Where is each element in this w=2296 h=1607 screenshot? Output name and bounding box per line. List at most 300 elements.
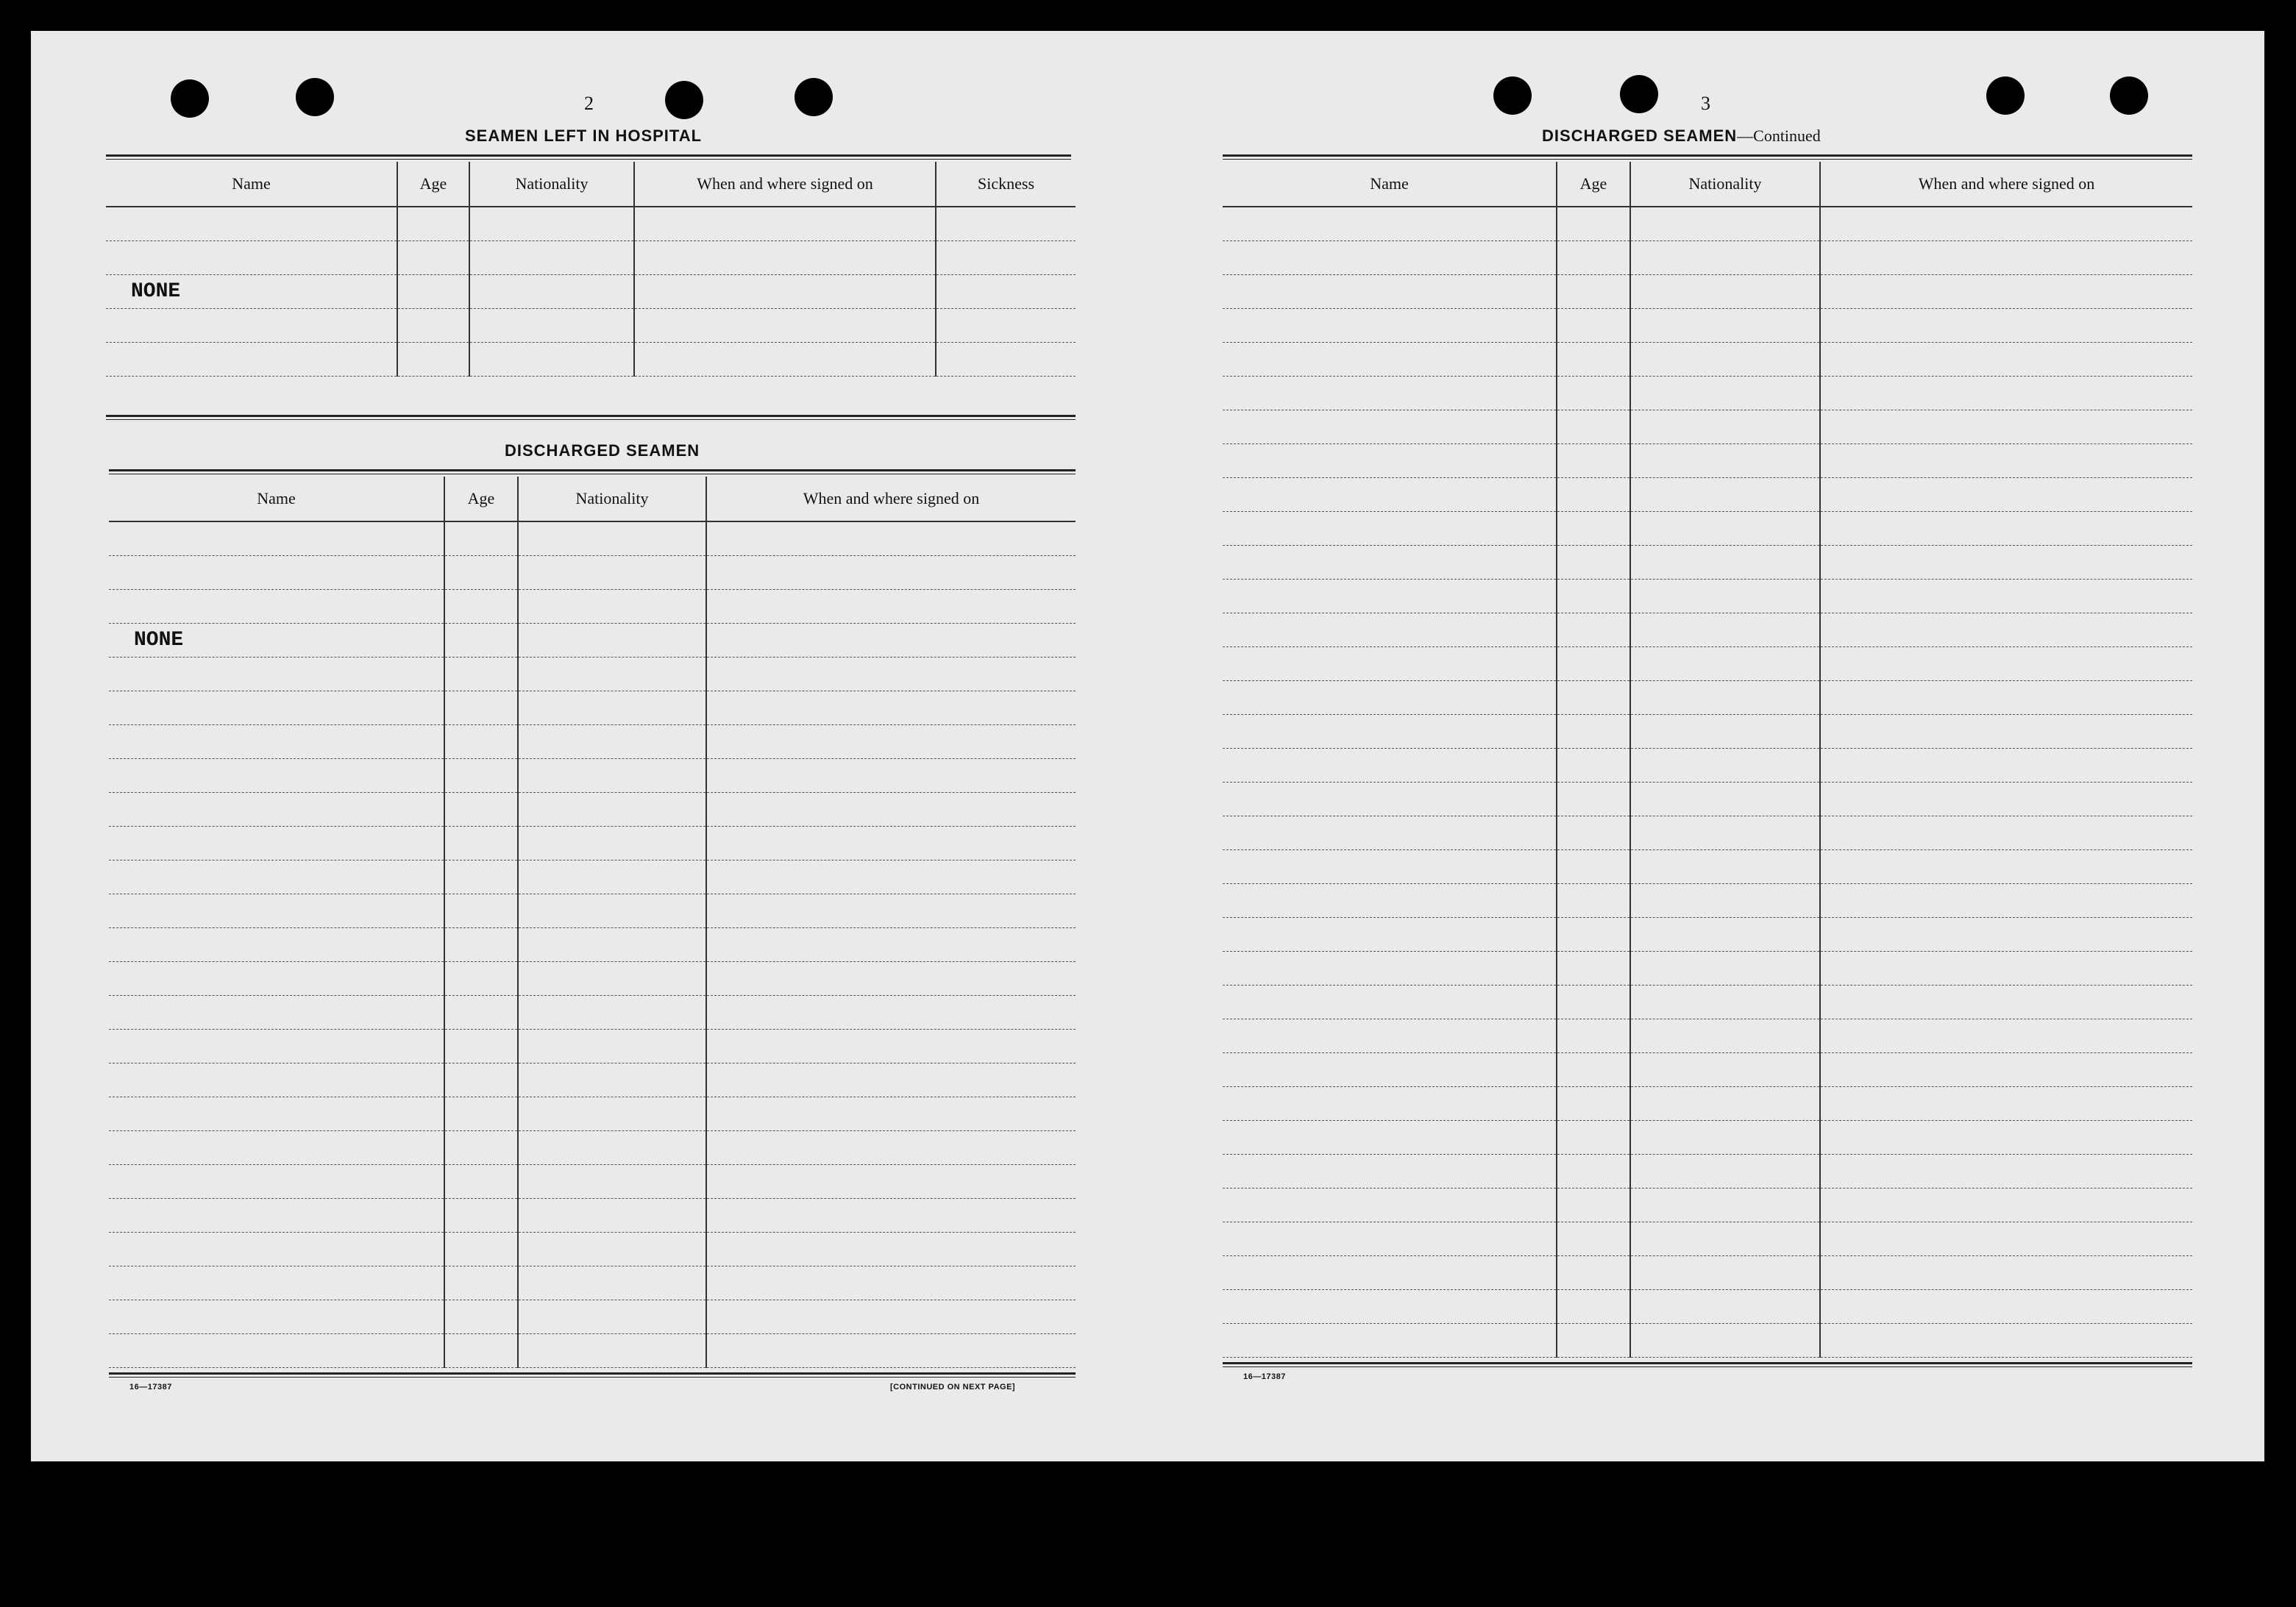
table-cell xyxy=(1820,477,2192,511)
table-cell xyxy=(1557,883,1630,917)
table-cell xyxy=(706,1063,1076,1097)
table-cell xyxy=(1630,748,1820,782)
table-cell xyxy=(1630,613,1820,646)
table-row xyxy=(1223,613,2192,646)
table-cell xyxy=(518,1130,706,1164)
table-cell xyxy=(706,1097,1076,1130)
table-cell xyxy=(444,521,518,555)
table-cell xyxy=(1630,1323,1820,1357)
table-cell xyxy=(109,758,444,792)
table-cell xyxy=(1223,274,1557,308)
table-cell xyxy=(1557,680,1630,714)
form-number: 16—17387 xyxy=(1243,1372,1286,1381)
double-rule xyxy=(106,415,1076,420)
form-number: 16—17387 xyxy=(129,1383,172,1392)
table-cell xyxy=(518,792,706,826)
table-cell xyxy=(518,995,706,1029)
typed-entry: NONE xyxy=(106,274,397,308)
table-cell xyxy=(1557,1255,1630,1289)
table-row xyxy=(1223,1255,2192,1289)
table-cell xyxy=(444,657,518,691)
table-row xyxy=(1223,1154,2192,1188)
double-rule xyxy=(1223,154,2192,160)
table-cell xyxy=(518,1164,706,1198)
table-cell xyxy=(518,826,706,860)
table-cell xyxy=(706,691,1076,724)
punch-hole xyxy=(665,81,703,119)
table-cell xyxy=(518,1097,706,1130)
table-cell xyxy=(444,724,518,758)
table-cell xyxy=(1820,207,2192,240)
table-cell xyxy=(1223,883,1557,917)
table-cell xyxy=(1223,1019,1557,1052)
table-cell xyxy=(1557,849,1630,883)
punch-hole xyxy=(296,78,334,116)
table-row xyxy=(1223,545,2192,579)
table-cell xyxy=(1223,477,1557,511)
table-cell xyxy=(706,1130,1076,1164)
page-number: 2 xyxy=(584,93,594,114)
title-text: DISCHARGED SEAMEN xyxy=(1542,127,1738,145)
table-cell xyxy=(109,1232,444,1266)
column-header-signed-on: When and where signed on xyxy=(634,162,936,207)
table-cell xyxy=(518,691,706,724)
table-row xyxy=(1223,883,2192,917)
table-cell xyxy=(706,860,1076,894)
table-cell xyxy=(109,1097,444,1130)
table-row xyxy=(1223,646,2192,680)
table-cell xyxy=(109,1130,444,1164)
column-header-age: Age xyxy=(1557,162,1630,207)
table-cell xyxy=(1820,680,2192,714)
table-cell xyxy=(706,1266,1076,1300)
table-row xyxy=(109,1063,1076,1097)
table-row xyxy=(106,240,1076,274)
table-cell xyxy=(1820,782,2192,816)
column-header-signed-on: When and where signed on xyxy=(1820,162,2192,207)
table-cell xyxy=(1630,240,1820,274)
table-cell xyxy=(1223,714,1557,748)
table-cell xyxy=(1820,240,2192,274)
table-row xyxy=(106,207,1076,240)
table-cell xyxy=(1557,613,1630,646)
table-cell xyxy=(1557,1154,1630,1188)
table-row xyxy=(109,1300,1076,1333)
table-cell xyxy=(1820,985,2192,1019)
table-cell xyxy=(1820,511,2192,545)
table-cell xyxy=(444,589,518,623)
table-cell xyxy=(1223,1323,1557,1357)
table-cell xyxy=(518,1232,706,1266)
column-header-name: Name xyxy=(106,162,397,207)
table-cell xyxy=(1557,1120,1630,1154)
table-cell xyxy=(1557,308,1630,342)
punch-hole xyxy=(1620,75,1658,113)
column-header-name: Name xyxy=(1223,162,1557,207)
table-row xyxy=(1223,816,2192,849)
table-cell xyxy=(518,724,706,758)
table-cell xyxy=(1630,1019,1820,1052)
table-cell xyxy=(1557,207,1630,240)
column-header-nationality: Nationality xyxy=(518,477,706,521)
table-cell xyxy=(1630,782,1820,816)
table-cell xyxy=(444,1164,518,1198)
table-cell xyxy=(1630,1188,1820,1222)
table-row xyxy=(109,1029,1076,1063)
table-cell xyxy=(1557,816,1630,849)
table-row xyxy=(109,657,1076,691)
column-header-nationality: Nationality xyxy=(1630,162,1820,207)
table-cell xyxy=(1820,579,2192,613)
table-cell xyxy=(444,1029,518,1063)
hospital-section-title: SEAMEN LEFT IN HOSPITAL xyxy=(465,127,703,145)
table-cell xyxy=(1223,579,1557,613)
table-cell xyxy=(1630,883,1820,917)
table-cell xyxy=(109,691,444,724)
table-cell xyxy=(518,927,706,961)
table-cell xyxy=(109,927,444,961)
table-cell xyxy=(1630,951,1820,985)
table-cell xyxy=(518,623,706,657)
double-rule xyxy=(1223,1362,2192,1367)
table-cell xyxy=(706,1300,1076,1333)
table-cell xyxy=(518,1198,706,1232)
table-row xyxy=(1223,1120,2192,1154)
table-cell xyxy=(706,657,1076,691)
table-cell xyxy=(444,691,518,724)
table-cell xyxy=(1630,308,1820,342)
table-row xyxy=(1223,376,2192,410)
table-row xyxy=(109,1232,1076,1266)
table-cell xyxy=(1820,613,2192,646)
table-cell xyxy=(706,1029,1076,1063)
table-cell xyxy=(109,1164,444,1198)
table-cell xyxy=(1223,410,1557,443)
table-cell xyxy=(1557,714,1630,748)
table-cell xyxy=(109,1266,444,1300)
table-cell xyxy=(1557,443,1630,477)
table-cell xyxy=(1630,477,1820,511)
table-cell xyxy=(109,1333,444,1367)
table-cell xyxy=(1820,1323,2192,1357)
table-cell xyxy=(1223,240,1557,274)
hospital-table xyxy=(106,162,1076,377)
table-cell xyxy=(1630,207,1820,240)
table-cell xyxy=(1557,1289,1630,1323)
table-row xyxy=(1223,714,2192,748)
table-cell xyxy=(1820,545,2192,579)
table-row xyxy=(1223,1052,2192,1086)
table-cell xyxy=(1557,748,1630,782)
table-row xyxy=(106,308,1076,342)
table-cell xyxy=(1820,1120,2192,1154)
table-cell xyxy=(1557,1222,1630,1255)
punch-hole xyxy=(1493,76,1532,115)
table-cell xyxy=(444,1232,518,1266)
table-cell xyxy=(1557,985,1630,1019)
table-cell xyxy=(109,894,444,927)
table-cell xyxy=(1820,1052,2192,1086)
table-cell xyxy=(706,792,1076,826)
title-suffix: —Continued xyxy=(1737,127,1821,145)
table-row xyxy=(109,623,1076,657)
column-header-sickness: Sickness xyxy=(936,162,1076,207)
table-cell xyxy=(706,724,1076,758)
table-cell xyxy=(1557,646,1630,680)
double-rule xyxy=(109,469,1076,474)
table-cell xyxy=(1820,1154,2192,1188)
table-cell xyxy=(1630,274,1820,308)
table-cell xyxy=(1630,1120,1820,1154)
punch-hole xyxy=(795,78,833,116)
table-cell xyxy=(1630,511,1820,545)
table-cell xyxy=(518,521,706,555)
continued-note: [CONTINUED ON NEXT PAGE] xyxy=(890,1383,1016,1392)
table-row xyxy=(1223,1086,2192,1120)
table-cell xyxy=(109,521,444,555)
table-cell xyxy=(706,1198,1076,1232)
table-row xyxy=(109,555,1076,589)
table-cell xyxy=(1223,782,1557,816)
table-cell xyxy=(1630,1255,1820,1289)
table-cell xyxy=(1223,376,1557,410)
table-cell xyxy=(1557,1323,1630,1357)
table-cell xyxy=(706,1164,1076,1198)
table-cell xyxy=(1223,1086,1557,1120)
table-cell xyxy=(1630,1086,1820,1120)
table-row xyxy=(109,1130,1076,1164)
table-cell xyxy=(1223,1052,1557,1086)
table-row xyxy=(109,792,1076,826)
table-cell xyxy=(444,894,518,927)
table-cell xyxy=(1223,680,1557,714)
table-cell xyxy=(1630,714,1820,748)
table-cell xyxy=(109,826,444,860)
table-cell xyxy=(109,1063,444,1097)
table-row xyxy=(1223,849,2192,883)
table-cell xyxy=(1223,308,1557,342)
column-header-nationality: Nationality xyxy=(469,162,634,207)
table-cell xyxy=(706,995,1076,1029)
table-cell xyxy=(1223,1289,1557,1323)
table-cell xyxy=(1630,1222,1820,1255)
table-row xyxy=(109,927,1076,961)
table-cell xyxy=(109,555,444,589)
column-header-name: Name xyxy=(109,477,444,521)
table-row xyxy=(1223,1289,2192,1323)
table-cell xyxy=(518,860,706,894)
table-cell xyxy=(444,961,518,995)
table-cell xyxy=(1820,443,2192,477)
table-cell xyxy=(1630,410,1820,443)
table-row xyxy=(109,894,1076,927)
table-cell xyxy=(1820,646,2192,680)
table-cell xyxy=(1223,207,1557,240)
table-row xyxy=(109,589,1076,623)
table-cell xyxy=(1820,1188,2192,1222)
table-cell xyxy=(1223,985,1557,1019)
table-cell xyxy=(1223,443,1557,477)
double-rule xyxy=(109,1372,1076,1378)
discharged-continued-rows xyxy=(1223,207,2192,1357)
table-cell xyxy=(109,995,444,1029)
table-cell xyxy=(1223,816,1557,849)
table-row xyxy=(109,1164,1076,1198)
table-cell xyxy=(518,961,706,995)
table-cell xyxy=(1630,443,1820,477)
table-row xyxy=(1223,917,2192,951)
table-cell xyxy=(1820,816,2192,849)
table-cell xyxy=(706,826,1076,860)
table-cell xyxy=(1223,613,1557,646)
table-cell xyxy=(444,1333,518,1367)
table-row xyxy=(1223,1188,2192,1222)
table-cell xyxy=(109,657,444,691)
table-cell xyxy=(1223,951,1557,985)
table-cell xyxy=(518,1266,706,1300)
table-cell xyxy=(1557,376,1630,410)
table-cell xyxy=(1557,274,1630,308)
table-cell xyxy=(1820,1255,2192,1289)
table-cell xyxy=(706,1232,1076,1266)
table-cell xyxy=(444,995,518,1029)
table-row xyxy=(109,758,1076,792)
table-cell xyxy=(1557,782,1630,816)
table-cell xyxy=(518,657,706,691)
table-cell xyxy=(109,1198,444,1232)
table-cell xyxy=(1630,545,1820,579)
table-cell xyxy=(109,1300,444,1333)
table-cell xyxy=(1223,1188,1557,1222)
punch-hole xyxy=(1986,76,2025,115)
table-cell xyxy=(109,589,444,623)
table-row xyxy=(109,860,1076,894)
table-row xyxy=(109,691,1076,724)
table-cell xyxy=(1557,1086,1630,1120)
discharged-section-title: DISCHARGED SEAMEN xyxy=(505,441,700,460)
table-cell xyxy=(109,860,444,894)
table-cell xyxy=(1820,1086,2192,1120)
table-row xyxy=(106,274,1076,308)
column-header-age: Age xyxy=(444,477,518,521)
table-cell xyxy=(444,792,518,826)
table-row xyxy=(1223,274,2192,308)
table-row xyxy=(1223,308,2192,342)
table-cell xyxy=(706,927,1076,961)
table-cell xyxy=(1557,545,1630,579)
table-row xyxy=(106,342,1076,376)
table-cell xyxy=(1223,545,1557,579)
table-cell xyxy=(1557,951,1630,985)
table-cell xyxy=(1223,1120,1557,1154)
table-cell xyxy=(1557,917,1630,951)
table-cell xyxy=(1557,477,1630,511)
table-cell xyxy=(1820,951,2192,985)
table-row xyxy=(109,1198,1076,1232)
table-cell xyxy=(1557,1188,1630,1222)
table-row xyxy=(1223,240,2192,274)
table-cell xyxy=(1630,1289,1820,1323)
table-row xyxy=(109,826,1076,860)
table-cell xyxy=(518,894,706,927)
table-cell xyxy=(518,1029,706,1063)
table-cell xyxy=(444,860,518,894)
hospital-rows xyxy=(106,207,1076,376)
discharged-rows xyxy=(109,521,1076,1367)
table-cell xyxy=(444,927,518,961)
table-cell xyxy=(518,589,706,623)
table-row xyxy=(1223,680,2192,714)
table-cell xyxy=(444,623,518,657)
table-cell xyxy=(706,961,1076,995)
table-cell xyxy=(1820,1289,2192,1323)
column-header-age: Age xyxy=(397,162,469,207)
table-cell xyxy=(109,961,444,995)
table-cell xyxy=(1820,410,2192,443)
table-row xyxy=(109,521,1076,555)
table-cell xyxy=(1630,646,1820,680)
discharged-table xyxy=(109,477,1076,1368)
table-cell xyxy=(1223,1255,1557,1289)
table-cell xyxy=(706,623,1076,657)
table-cell xyxy=(1557,1052,1630,1086)
table-row xyxy=(109,724,1076,758)
table-cell xyxy=(1223,748,1557,782)
punch-hole xyxy=(171,79,209,118)
table-row xyxy=(109,1266,1076,1300)
table-row xyxy=(109,1097,1076,1130)
table-cell xyxy=(109,792,444,826)
table-cell xyxy=(1820,308,2192,342)
table-cell xyxy=(1630,917,1820,951)
table-cell xyxy=(1630,816,1820,849)
table-cell xyxy=(1820,1019,2192,1052)
table-cell xyxy=(1557,579,1630,613)
table-row xyxy=(1223,207,2192,240)
table-cell xyxy=(444,1266,518,1300)
table-cell xyxy=(1557,240,1630,274)
table-cell xyxy=(1820,883,2192,917)
table-cell xyxy=(706,758,1076,792)
table-cell xyxy=(518,758,706,792)
table-row xyxy=(1223,951,2192,985)
table-cell xyxy=(706,894,1076,927)
table-cell xyxy=(1557,511,1630,545)
table-row xyxy=(1223,579,2192,613)
table-row xyxy=(1223,443,2192,477)
table-cell xyxy=(444,1300,518,1333)
table-cell xyxy=(444,1198,518,1232)
table-row xyxy=(109,961,1076,995)
table-cell xyxy=(444,1063,518,1097)
table-row xyxy=(1223,1019,2192,1052)
table-cell xyxy=(518,1063,706,1097)
table-cell xyxy=(1223,1154,1557,1188)
table-cell xyxy=(444,1130,518,1164)
table-row xyxy=(109,995,1076,1029)
table-cell xyxy=(1630,1154,1820,1188)
table-cell xyxy=(1223,342,1557,376)
double-rule xyxy=(106,154,1071,160)
table-row xyxy=(1223,342,2192,376)
table-cell xyxy=(444,555,518,589)
table-cell xyxy=(1557,342,1630,376)
table-cell xyxy=(444,826,518,860)
table-cell xyxy=(1630,680,1820,714)
table-row xyxy=(109,1333,1076,1367)
table-cell xyxy=(1223,646,1557,680)
table-cell xyxy=(1820,849,2192,883)
